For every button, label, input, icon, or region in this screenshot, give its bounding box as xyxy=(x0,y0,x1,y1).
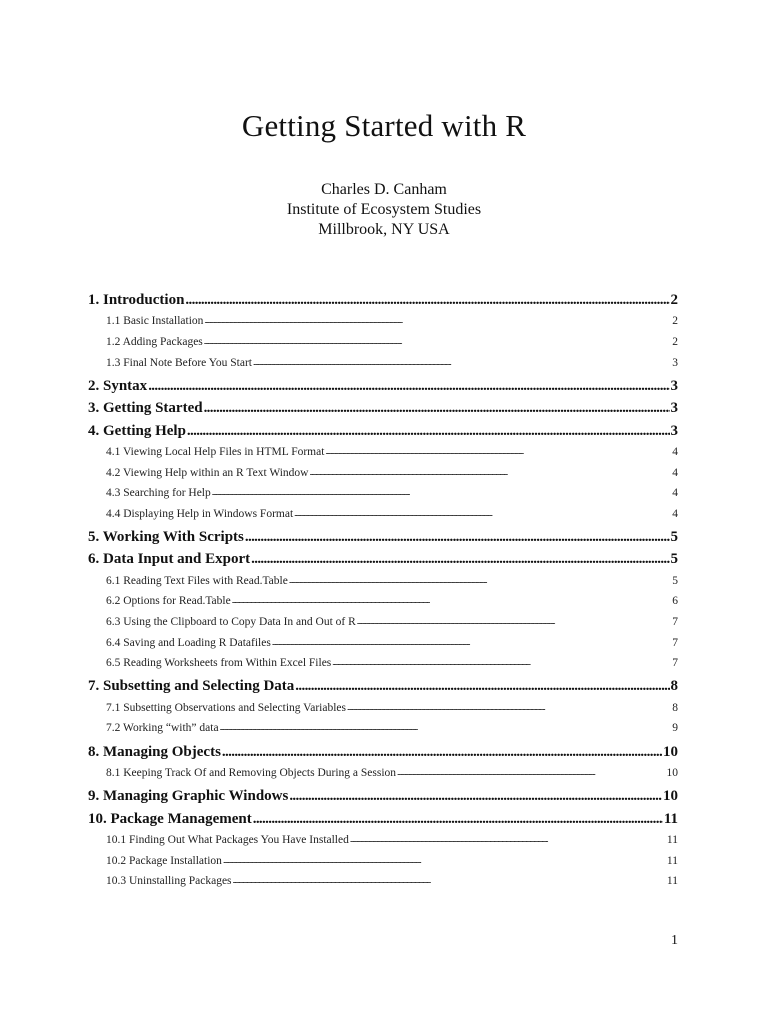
toc-entry-page: 5 xyxy=(672,574,678,587)
toc-dot-leader xyxy=(253,355,671,371)
toc-dot-leader xyxy=(222,742,662,762)
toc-entry-page: 3 xyxy=(670,422,678,439)
toc-section-entry xyxy=(88,742,678,762)
toc-dot-leader xyxy=(223,853,666,869)
toc-dot-leader xyxy=(185,290,669,310)
toc-entry-label: 10.2 Package Installation xyxy=(106,854,222,867)
toc-dot-leader xyxy=(187,421,670,441)
document-title: Getting Started with R xyxy=(241,108,527,143)
toc-subsection-entry xyxy=(106,444,678,460)
toc-entry-page: 2 xyxy=(672,315,678,328)
toc-section-entry xyxy=(88,676,678,696)
author-institution: Institute of Ecosystem Studies xyxy=(286,201,482,218)
toc-entry-label: 6.4 Saving and Loading R Datafiles xyxy=(106,636,271,649)
toc-subsection-entry xyxy=(106,832,678,848)
toc-subsection-entry xyxy=(106,853,678,869)
toc-entry-label: 6.1 Reading Text Files with Read.Table xyxy=(106,574,288,587)
toc-subsection-entry xyxy=(106,465,678,481)
toc-dot-leader xyxy=(233,873,666,889)
toc-entry-page: 10 xyxy=(666,767,678,779)
toc-entry-page: 11 xyxy=(666,834,678,846)
toc-subsection-entry xyxy=(106,573,678,589)
toc-entry-page: 11 xyxy=(666,875,678,888)
toc-entry-page: 8 xyxy=(670,678,678,695)
toc-entry-page: 4 xyxy=(672,446,678,458)
toc-entry-page: 4 xyxy=(672,466,678,479)
toc-section-entry xyxy=(88,549,678,569)
toc-entry-label: 4.4 Displaying Help in Windows Format xyxy=(106,507,294,520)
toc-dot-leader xyxy=(289,786,662,806)
toc-section-entry xyxy=(88,376,678,396)
toc-dot-leader xyxy=(251,549,669,569)
toc-entry-label: 3. Getting Started xyxy=(88,400,203,417)
toc-entry-label: 8. Managing Objects xyxy=(88,743,221,760)
toc-dot-leader xyxy=(204,334,671,350)
toc-subsection-entry xyxy=(106,313,678,329)
toc-entry-label: 1. Introduction xyxy=(88,292,185,308)
toc-dot-leader xyxy=(272,635,671,651)
toc-subsection-entry xyxy=(106,635,678,651)
toc-subsection-entry xyxy=(106,655,678,671)
toc-dot-leader xyxy=(220,720,672,736)
toc-entry-label: 5. Working With Scripts xyxy=(88,529,244,545)
toc-entry-page: 3 xyxy=(670,377,678,394)
toc-entry-label: 4.3 Searching for Help xyxy=(106,487,211,500)
toc-dot-leader xyxy=(347,700,671,716)
author-block xyxy=(0,180,768,240)
toc-dot-leader xyxy=(294,506,671,522)
toc-dot-leader xyxy=(232,593,672,609)
toc-entry-page: 4 xyxy=(672,487,678,500)
toc-entry-page: 3 xyxy=(672,356,678,369)
toc-entry-label: 6. Data Input and Export xyxy=(88,551,251,568)
toc-dot-leader xyxy=(212,485,672,501)
toc-dot-leader xyxy=(204,398,670,418)
toc-section-entry xyxy=(88,421,678,441)
toc-subsection-entry xyxy=(106,334,678,350)
toc-section-entry xyxy=(88,786,678,806)
toc-entry-page: 6 xyxy=(672,595,678,608)
toc-entry-label: 7.1 Subsetting Observations and Selecting Variables xyxy=(106,701,346,714)
toc-dot-leader xyxy=(350,832,666,848)
toc-entry-page: 7 xyxy=(672,616,678,628)
toc-entry-label: 7.2 Working “with” data xyxy=(106,722,219,735)
toc-entry-page: 11 xyxy=(666,854,678,867)
toc-dot-leader xyxy=(325,444,671,460)
toc-dot-leader xyxy=(204,313,671,329)
toc-subsection-entry xyxy=(106,614,678,630)
toc-entry-label: 4.1 Viewing Local Help Files in HTML Format xyxy=(106,446,325,458)
toc-dot-leader xyxy=(397,765,665,781)
toc-entry-page: 8 xyxy=(672,701,678,714)
toc-entry-label: 10. Package Management xyxy=(88,810,252,827)
toc-entry-label: 10.3 Uninstalling Packages xyxy=(106,875,232,888)
toc-entry-label: 6.3 Using the Clipboard to Copy Data In and Out of R xyxy=(106,616,356,628)
toc-entry-label: 4.2 Viewing Help within an R Text Window xyxy=(106,466,309,479)
toc-subsection-entry xyxy=(106,720,678,736)
toc-section-entry xyxy=(88,290,678,310)
toc-entry-label: 7. Subsetting and Selecting Data xyxy=(88,678,295,695)
toc-entry-label: 1.3 Final Note Before You Start xyxy=(106,356,252,369)
toc-entry-page: 2 xyxy=(672,336,678,348)
toc-entry-page: 10 xyxy=(663,788,678,805)
author-location: Millbrook, NY USA xyxy=(318,221,450,238)
toc-dot-leader xyxy=(253,809,663,829)
toc-dot-leader xyxy=(295,676,669,696)
toc-entry-page: 10 xyxy=(663,743,678,760)
toc-entry-page: 4 xyxy=(672,507,678,520)
toc-subsection-entry xyxy=(106,485,678,501)
toc-dot-leader xyxy=(332,655,671,671)
toc-section-entry xyxy=(88,527,678,547)
toc-dot-leader xyxy=(148,376,669,396)
toc-entry-label: 6.5 Reading Worksheets from Within Excel Files xyxy=(106,657,332,670)
toc-entry-label: 8.1 Keeping Track Of and Removing Objects During a Session xyxy=(106,767,397,779)
page-number: 1 xyxy=(671,933,678,948)
toc-entry-label: 2. Syntax xyxy=(88,377,148,394)
toc-entry-label: 9. Managing Graphic Windows xyxy=(88,788,289,805)
toc-subsection-entry xyxy=(106,355,678,371)
toc-dot-leader xyxy=(245,527,670,547)
toc-section-entry xyxy=(88,398,678,418)
toc-entry-label: 6.2 Options for Read.Table xyxy=(106,595,231,608)
toc-entry-label: 1.2 Adding Packages xyxy=(106,336,203,348)
toc-section-entry xyxy=(88,809,678,829)
toc-subsection-entry xyxy=(106,700,678,716)
toc-dot-leader xyxy=(357,614,671,630)
toc-entry-page: 11 xyxy=(663,810,678,827)
toc-subsection-entry xyxy=(106,593,678,609)
toc-entry-page: 7 xyxy=(672,657,678,670)
toc-entry-label: 10.1 Finding Out What Packages You Have Installed xyxy=(106,834,349,846)
toc-dot-leader xyxy=(289,573,671,589)
toc-subsection-entry xyxy=(106,506,678,522)
toc-dot-leader xyxy=(309,465,671,481)
toc-entry-page: 3 xyxy=(670,400,678,417)
toc-subsection-entry xyxy=(106,873,678,889)
toc-entry-page: 9 xyxy=(672,722,678,735)
toc-entry-label: 1.1 Basic Installation xyxy=(106,315,204,328)
toc-subsection-entry xyxy=(106,765,678,781)
toc-entry-page: 5 xyxy=(670,551,678,568)
author-name: Charles D. Canham xyxy=(321,181,447,198)
toc-entry-page: 5 xyxy=(670,529,678,545)
toc-entry-page: 7 xyxy=(672,636,678,649)
toc-entry-page: 2 xyxy=(670,292,678,308)
toc-entry-label: 4. Getting Help xyxy=(88,422,186,439)
